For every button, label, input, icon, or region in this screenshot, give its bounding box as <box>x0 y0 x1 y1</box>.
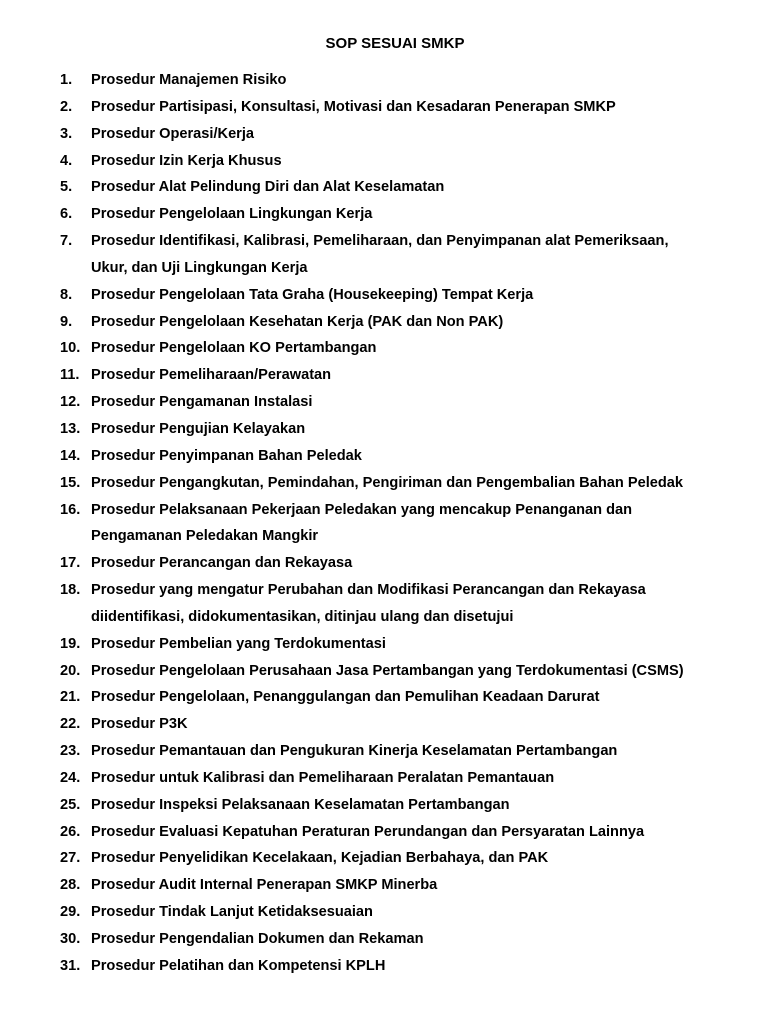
list-item-number: 10. <box>60 340 81 357</box>
list-item-number: 7. <box>60 233 73 250</box>
list-item-number: 17. <box>60 555 81 572</box>
list-item <box>60 765 760 792</box>
list-item-line: Prosedur Identifikasi, Kalibrasi, Pemeliharaan, dan Penyimpanan alat Pemeriksaan, <box>91 233 669 250</box>
list-item-number: 5. <box>60 179 73 196</box>
list-item <box>60 94 760 121</box>
list-item-line: Ukur, dan Uji Lingkungan Kerja <box>91 259 308 276</box>
list-item <box>60 497 760 551</box>
list-item <box>60 738 760 765</box>
list-item-text <box>91 631 760 658</box>
list-item-text <box>91 389 760 416</box>
list-item-number: 15. <box>60 474 81 491</box>
list-item-line: Prosedur Izin Kerja Khusus <box>91 152 282 169</box>
list-item <box>60 121 760 148</box>
list-item-line: Prosedur Operasi/Kerja <box>91 125 255 142</box>
list-item-line: Prosedur Manajemen Risiko <box>91 72 287 88</box>
list-item-number: 30. <box>60 931 81 947</box>
list-item <box>60 792 760 819</box>
list-item <box>60 631 760 658</box>
list-item <box>60 335 760 362</box>
list-item <box>60 416 760 443</box>
list-item-line: Prosedur Audit Internal Penerapan SMKP Minerba <box>91 877 438 894</box>
list-item-number: 19. <box>60 635 81 652</box>
list-item <box>60 550 760 577</box>
list-item-text <box>91 470 760 497</box>
list-item-text <box>91 765 760 792</box>
list-item-number: 25. <box>60 796 81 813</box>
list-item <box>60 174 760 201</box>
list-item-line: Prosedur Pengendalian Dokumen dan Rekaman <box>91 931 424 947</box>
list-item-line: Prosedur Pengelolaan Lingkungan Kerja <box>91 206 373 223</box>
list-item-line: Pengamanan Peledakan Mangkir <box>91 528 319 545</box>
list-item <box>60 470 760 497</box>
list-item-text <box>91 362 760 389</box>
list-item-number: 11. <box>60 367 80 384</box>
list-item <box>60 819 760 846</box>
list-item-line: Prosedur Pembelian yang Terdokumentasi <box>91 635 386 652</box>
list-item-text <box>91 67 760 94</box>
list-item-number: 13. <box>60 420 81 437</box>
list-item-number: 18. <box>60 582 81 599</box>
list-item-number: 14. <box>60 447 81 464</box>
list-item-text <box>91 658 760 685</box>
list-item-number: 29. <box>60 904 81 921</box>
list-item-text <box>91 228 760 282</box>
list-item-text <box>91 282 760 309</box>
list-item-number: 28. <box>60 877 81 894</box>
list-item-line: Prosedur Pengangkutan, Pemindahan, Pengiriman dan Pengembalian Bahan Peledak <box>91 474 684 491</box>
list-item-text <box>91 819 760 846</box>
list-item-text <box>91 335 760 362</box>
list-item-number: 6. <box>60 206 73 223</box>
list-item-number: 31. <box>60 957 81 974</box>
list-item-line: Prosedur Pengelolaan KO Pertambangan <box>91 340 377 357</box>
list-item-text <box>91 94 760 121</box>
document-title: SOP SESUAI SMKP <box>325 35 465 52</box>
list-item-number: 1. <box>60 72 73 88</box>
list-item <box>60 953 760 980</box>
list-item-text <box>91 201 760 228</box>
list-item-line: Prosedur Pengelolaan Kesehatan Kerja (PAK dan Non PAK) <box>91 313 504 330</box>
list-item-number: 16. <box>60 501 81 518</box>
list-item-line: Prosedur Pengamanan Instalasi <box>91 394 313 411</box>
list-item-line: Prosedur Perancangan dan Rekayasa <box>91 555 353 572</box>
list-item-number: 9. <box>60 313 73 330</box>
list-item <box>60 577 760 631</box>
list-item <box>60 899 760 926</box>
list-item-text <box>91 684 760 711</box>
list-item <box>60 282 760 309</box>
list-item-text <box>91 577 760 631</box>
list-item-line: Prosedur Pengujian Kelayakan <box>91 420 306 437</box>
list-item-line: Prosedur Evaluasi Kepatuhan Peraturan Perundangan dan Persyaratan Lainnya <box>91 823 645 840</box>
list-item-text <box>91 711 760 738</box>
list-item-text <box>91 443 760 470</box>
list-item-line: Prosedur Alat Pelindung Diri dan Alat Keselamatan <box>91 179 445 196</box>
list-item-text <box>91 926 760 953</box>
list-item-text <box>91 953 760 980</box>
list-item-line: Prosedur Penyelidikan Kecelakaan, Kejadian Berbahaya, dan PAK <box>91 850 549 867</box>
list-item <box>60 228 760 282</box>
list-item <box>60 443 760 470</box>
list-item-line: Prosedur untuk Kalibrasi dan Pemeliharaan Peralatan Pemantauan <box>91 769 555 786</box>
list-item-number: 4. <box>60 152 73 169</box>
list-item-line: Prosedur P3K <box>91 716 188 733</box>
list-item <box>60 684 760 711</box>
list-item-number: 22. <box>60 716 81 733</box>
list-item <box>60 389 760 416</box>
list-item <box>60 711 760 738</box>
list-item-number: 8. <box>60 286 73 303</box>
list-item-line: Prosedur Pengelolaan Perusahaan Jasa Pertambangan yang Terdokumentasi (CSMS) <box>91 662 684 679</box>
sop-list <box>60 67 760 980</box>
list-item-text <box>91 148 760 175</box>
list-item-text <box>91 121 760 148</box>
list-item-text <box>91 550 760 577</box>
list-item <box>60 201 760 228</box>
list-item-number: 27. <box>60 850 81 867</box>
list-item-line: Prosedur Pengelolaan, Penanggulangan dan Pemulihan Keadaan Darurat <box>91 689 600 706</box>
list-item <box>60 309 760 336</box>
list-item <box>60 362 760 389</box>
list-item <box>60 67 760 94</box>
list-item <box>60 148 760 175</box>
list-item-number: 12. <box>60 394 81 411</box>
list-item-number: 26. <box>60 823 81 840</box>
list-item-text <box>91 497 760 551</box>
list-item <box>60 845 760 872</box>
list-item-text <box>91 872 760 899</box>
list-item-number: 2. <box>60 98 73 115</box>
list-item-text <box>91 309 760 336</box>
list-item-number: 23. <box>60 743 81 760</box>
list-item-line: Prosedur Tindak Lanjut Ketidaksesuaian <box>91 904 373 921</box>
list-item-text <box>91 174 760 201</box>
list-item-line: Prosedur Pemantauan dan Pengukuran Kinerja Keselamatan Pertambangan <box>91 743 618 760</box>
list-item-text <box>91 738 760 765</box>
list-item-line: Prosedur Pelaksanaan Pekerjaan Peledakan yang mencakup Penanganan dan <box>91 501 633 518</box>
list-item-line: Prosedur Penyimpanan Bahan Peledak <box>91 447 362 464</box>
list-item-line: Prosedur Inspeksi Pelaksanaan Keselamatan Pertambangan <box>91 796 510 813</box>
list-item-line: Prosedur Pengelolaan Tata Graha (Housekeeping) Tempat Kerja <box>91 286 534 303</box>
list-item <box>60 872 760 899</box>
list-item-text <box>91 792 760 819</box>
list-item-line: Prosedur Partisipasi, Konsultasi, Motivasi dan Kesadaran Penerapan SMKP <box>91 98 616 115</box>
list-item-text <box>91 899 760 926</box>
list-item <box>60 658 760 685</box>
list-item-number: 21. <box>60 689 81 706</box>
list-item-text <box>91 416 760 443</box>
list-item-line: Prosedur Pelatihan dan Kompetensi KPLH <box>91 957 386 974</box>
list-item-text <box>91 845 760 872</box>
list-item-number: 20. <box>60 662 81 679</box>
list-item-number: 24. <box>60 769 81 786</box>
list-item-line: Prosedur yang mengatur Perubahan dan Modifikasi Perancangan dan Rekayasa <box>91 582 646 599</box>
list-item-line: diidentifikasi, didokumentasikan, ditinjau ulang dan disetujui <box>91 608 514 625</box>
list-item-line: Prosedur Pemeliharaan/Perawatan <box>91 367 332 384</box>
list-item <box>60 926 760 953</box>
list-item-number: 3. <box>60 125 73 142</box>
